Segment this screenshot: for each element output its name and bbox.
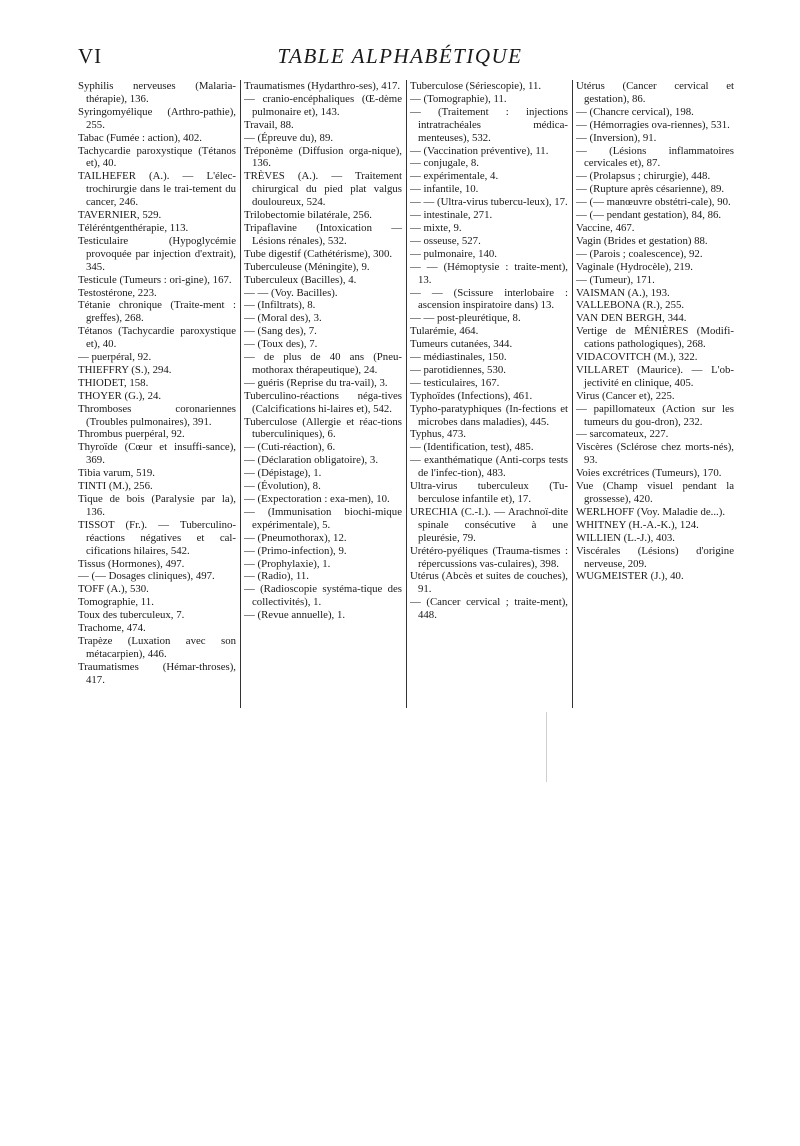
- index-entry: — (Cuti-réaction), 6.: [244, 441, 336, 454]
- index-entry: — — (Voy. Bacilles).: [244, 286, 338, 299]
- index-entry: — guéris (Reprise du tra-vail), 3.: [244, 376, 388, 389]
- index-entry: — (Prolapsus ; chirurgie), 448.: [576, 170, 711, 183]
- index-entry: Typho-paratyphiques (In-fections et microbes dans maladies), 445.: [410, 402, 568, 428]
- index-entry: Tachycardie paroxystique (Tétanos et), 40.: [78, 144, 236, 170]
- index-entry: — (Moral des), 3.: [244, 312, 322, 325]
- index-entry: Virus (Cancer et), 225.: [576, 389, 675, 402]
- index-entry: — de plus de 40 ans (Pneu-mothorax thérapeutique), 24.: [244, 351, 402, 376]
- index-entry: — (Revue annuelle), 1.: [244, 609, 346, 622]
- index-entry: Tripaflavine (Intoxication — Lésions rénales), 532.: [244, 221, 402, 247]
- index-entry: — (Tumeur), 171.: [576, 273, 655, 286]
- index-entry: — (Pneumothorax), 12.: [244, 531, 347, 544]
- index-entry: THIEFFRY (S.), 294.: [78, 363, 172, 376]
- index-entry: VAISMAN (A.), 193.: [576, 286, 670, 299]
- index-entry: — (Dépistage), 1.: [244, 467, 322, 480]
- index-entry: — (Expectoration : exa-men), 10.: [244, 493, 390, 505]
- index-entry: — (Rupture après césarienne), 89.: [576, 183, 725, 196]
- index-entry: Tétanos (Tachycardie paroxystique et), 40.: [78, 325, 236, 351]
- index-entry: TRÈVES (A.). — Traitement chirurgical du pied plat valgus douloureux, 524.: [244, 170, 402, 209]
- index-entry: Tube digestif (Cathétérisme), 300.: [244, 247, 393, 260]
- index-entry: — (Évolution), 8.: [244, 480, 321, 493]
- index-entry: — parotidiennes, 530.: [410, 363, 506, 376]
- index-entry: WHITNEY (H.-A.-K.), 124.: [576, 518, 699, 531]
- index-entry: Traumatismes (Hémar-throses), 417.: [78, 660, 236, 686]
- index-entry: — (— manœuvre obstétri-cale), 90.: [576, 196, 731, 209]
- index-entry: Tumeurs cutanées, 344.: [410, 338, 513, 351]
- index-entry: WERLHOFF (Voy. Maladie de...).: [576, 505, 726, 518]
- index-entry: Testicule (Tumeurs : ori-gine), 167.: [78, 273, 232, 286]
- index-entry: VALLEBONA (R.), 255.: [576, 299, 685, 312]
- index-entry: Tularémie, 464.: [410, 325, 479, 338]
- index-entry: Viscères (Sclérose chez morts-nés), 93.: [576, 441, 734, 467]
- index-entry: — pulmonaire, 140.: [410, 247, 497, 260]
- index-entry: Thromboses coronariennes (Troubles pulmonaires), 391.: [78, 402, 236, 428]
- index-entry: Tuberculino-réactions néga-tives (Calcifications hi-laires et), 542.: [244, 389, 402, 415]
- index-entry: Typhoïdes (Infections), 461.: [410, 389, 533, 402]
- index-entry: Vaccine, 467.: [576, 221, 635, 234]
- index-entry: — (Cancer cervical ; traite-ment), 448.: [410, 596, 568, 622]
- index-entry: — (Sang des), 7.: [244, 325, 317, 338]
- index-entry: — (Toux des), 7.: [244, 338, 318, 351]
- index-entry: Tréponème (Diffusion orga-nique), 136.: [244, 144, 402, 170]
- index-entry: Tétanie chronique (Traite-ment : greffes), 268.: [78, 299, 236, 325]
- index-entry: VILLARET (Maurice). — L'ob-jectivité en clinique, 405.: [576, 363, 734, 389]
- index-entry: URECHIA (C.-I.). — Arachnoï-dite spinale consécutive à une pleurésie, 79.: [410, 505, 568, 544]
- index-entry: WUGMEISTER (J.), 40.: [576, 570, 684, 583]
- index-entry: Toux des tuberculeux, 7.: [78, 609, 185, 622]
- index-entry: — exanthématique (Anti-corps tests de l'infec-tion), 483.: [410, 454, 568, 480]
- index-column-1: [78, 80, 236, 687]
- index-entry: — (Déclaration obligatoire), 3.: [244, 454, 379, 467]
- index-entry: — (Identification, test), 485.: [410, 441, 534, 454]
- index-entry: — papillomateux (Action sur les tumeurs du gou-dron), 232.: [576, 402, 734, 428]
- index-entry: Travail, 88.: [244, 118, 294, 131]
- index-entry: Utérus (Abcès et suites de couches), 91.: [410, 570, 568, 596]
- column-divider: [406, 80, 407, 708]
- index-entry: — conjugale, 8.: [410, 157, 479, 170]
- index-entry: Tibia varum, 519.: [78, 467, 155, 480]
- index-entry: — testiculaires, 167.: [410, 376, 500, 389]
- index-entry: Traumatismes (Hydarthro-ses), 417.: [244, 80, 401, 92]
- index-entry: — (Hémorragies ova-riennes), 531.: [576, 118, 730, 131]
- index-entry: — (Parois ; coalescence), 92.: [576, 247, 703, 260]
- index-entry: Tuberculose (Allergie et réac-tions tuberculiniques), 6.: [244, 415, 402, 441]
- index-entry: Trilobectomie bilatérale, 256.: [244, 209, 372, 222]
- scan-mark: [546, 712, 547, 782]
- index-entry: Vagin (Brides et gestation) 88.: [576, 234, 708, 247]
- index-entry: Typhus, 473.: [410, 428, 466, 441]
- index-entry: THIODET, 158.: [78, 376, 149, 389]
- index-entry: — (Lésions inflammatoires cervicales et), 87.: [576, 144, 734, 170]
- index-entry: — — (Scissure interlobaire : ascension inspiratoire dans) 13.: [410, 286, 568, 312]
- index-entry: — puerpéral, 92.: [78, 351, 152, 364]
- index-entry: Tomographie, 11.: [78, 596, 154, 609]
- column-divider: [572, 80, 573, 708]
- index-entry: Ultra-virus tuberculeux (Tu-berculose infantile et), 17.: [410, 480, 568, 505]
- index-column-3: [410, 80, 568, 622]
- index-entry: — (Radio), 11.: [244, 570, 309, 583]
- index-entry: Testiculaire (Hypoglycémie provoquée par injection d'extrait), 345.: [78, 234, 236, 273]
- index-entry: — (Radioscopie systéma-tique des collectivités), 1.: [244, 583, 402, 609]
- index-entry: — — (Hémoptysie : traite-ment), 13.: [410, 260, 568, 286]
- index-entry: Tabac (Fumée : action), 402.: [78, 131, 202, 144]
- index-entry: Thyroïde (Cœur et insuffi-sance), 369.: [78, 441, 236, 467]
- index-entry: Voies excrétrices (Tumeurs), 170.: [576, 467, 722, 480]
- index-entry: — cranio-encéphaliques (Œ-dème pulmonaire et), 143.: [244, 92, 402, 118]
- index-entry: — infantile, 10.: [410, 183, 479, 196]
- index-entry: Syphilis nerveuses (Malaria-thérapie), 136.: [78, 80, 236, 105]
- index-entry: Utérus (Cancer cervical et gestation), 86.: [576, 80, 734, 105]
- index-entry: — (Tomographie), 11.: [410, 92, 507, 105]
- index-entry: TOFF (A.), 530.: [78, 583, 149, 596]
- index-entry: — (Chancre cervical), 198.: [576, 105, 694, 118]
- index-entry: Testostérone, 223.: [78, 286, 157, 299]
- index-entry: — (Épreuve du), 89.: [244, 131, 334, 144]
- page-number: VI: [78, 44, 103, 68]
- index-entry: — (Infiltrats), 8.: [244, 299, 316, 312]
- index-entry: — (Inversion), 91.: [576, 131, 657, 144]
- index-entry: TINTI (M.), 256.: [78, 480, 153, 493]
- index-entry: Viscérales (Lésions) d'origine nerveuse, 209.: [576, 544, 734, 570]
- index-entry: — (Traitement : injections intratrachéales médica-menteuses), 532.: [410, 105, 568, 144]
- index-entry: Vue (Champ visuel pendant la grossesse), 420.: [576, 480, 734, 505]
- index-entry: — — (Ultra-virus tubercu-leux), 17.: [410, 196, 568, 209]
- index-entry: — expérimentale, 4.: [410, 170, 499, 183]
- index-entry: — (Immunisation biochi-mique expérimentale), 5.: [244, 505, 402, 531]
- index-entry: Vaginale (Hydrocèle), 219.: [576, 260, 693, 273]
- index-entry: Urétéro-pyéliques (Trauma-tismes : répercussions vas-culaires), 398.: [410, 544, 568, 570]
- index-entry: — (Vaccination préventive), 11.: [410, 144, 549, 157]
- index-entry: — médiastinales, 150.: [410, 351, 507, 364]
- index-entry: VAN DEN BERGH, 344.: [576, 312, 687, 325]
- index-column-4: [576, 80, 734, 583]
- index-entry: — mixte, 9.: [410, 221, 462, 234]
- index-entry: — (— pendant gestation), 84, 86.: [576, 209, 722, 222]
- index-entry: Thrombus puerpéral, 92.: [78, 428, 185, 441]
- index-entry: Tuberculose (Sériescopie), 11.: [410, 80, 542, 92]
- index-entry: — osseuse, 527.: [410, 234, 481, 247]
- index-entry: Trapèze (Luxation avec son métacarpien), 446.: [78, 634, 236, 660]
- index-entry: Tuberculeuse (Méningite), 9.: [244, 260, 370, 273]
- index-entry: — (— Dosages cliniques), 497.: [78, 570, 215, 583]
- index-entry: Tuberculeux (Bacilles), 4.: [244, 273, 357, 286]
- index-entry: — (Primo-infection), 9.: [244, 544, 347, 557]
- index-entry: TAVERNIER, 529.: [78, 209, 162, 222]
- index-entry: — intestinale, 271.: [410, 209, 493, 222]
- index-entry: — — post-pleurétique, 8.: [410, 312, 521, 325]
- index-entry: Tissus (Hormones), 497.: [78, 557, 185, 570]
- index-entry: Vertige de MÉNIÈRES (Modifi-cations pathologiques), 268.: [576, 325, 734, 351]
- index-entry: THOYER (G.), 24.: [78, 389, 162, 402]
- index-entry: Syringomyélique (Arthro-pathie), 255.: [78, 105, 236, 131]
- index-entry: WILLIEN (L.-J.), 403.: [576, 531, 675, 544]
- index-entry: TISSOT (Fr.). — Tuberculino-réactions négatives et cal-cifications hilaires, 542.: [78, 518, 236, 557]
- index-entry: — (Prophylaxie), 1.: [244, 557, 331, 570]
- index-column-2: [244, 80, 402, 622]
- index-entry: TAILHEFER (A.). — L'élec-trochirurgie dans le trai-tement du cancer, 246.: [78, 170, 236, 209]
- column-divider: [240, 80, 241, 708]
- index-entry: — sarcomateux, 227.: [576, 428, 669, 441]
- index-entry: Trachome, 474.: [78, 622, 146, 635]
- index-columns: [78, 80, 742, 720]
- index-entry: Tique de bois (Paralysie par la), 136.: [78, 493, 236, 518]
- page-title: TABLE ALPHABÉTIQUE: [277, 44, 523, 68]
- index-entry: Téléréntgenthérapie, 113.: [78, 221, 189, 234]
- index-entry: VIDACOVITCH (M.), 322.: [576, 351, 698, 364]
